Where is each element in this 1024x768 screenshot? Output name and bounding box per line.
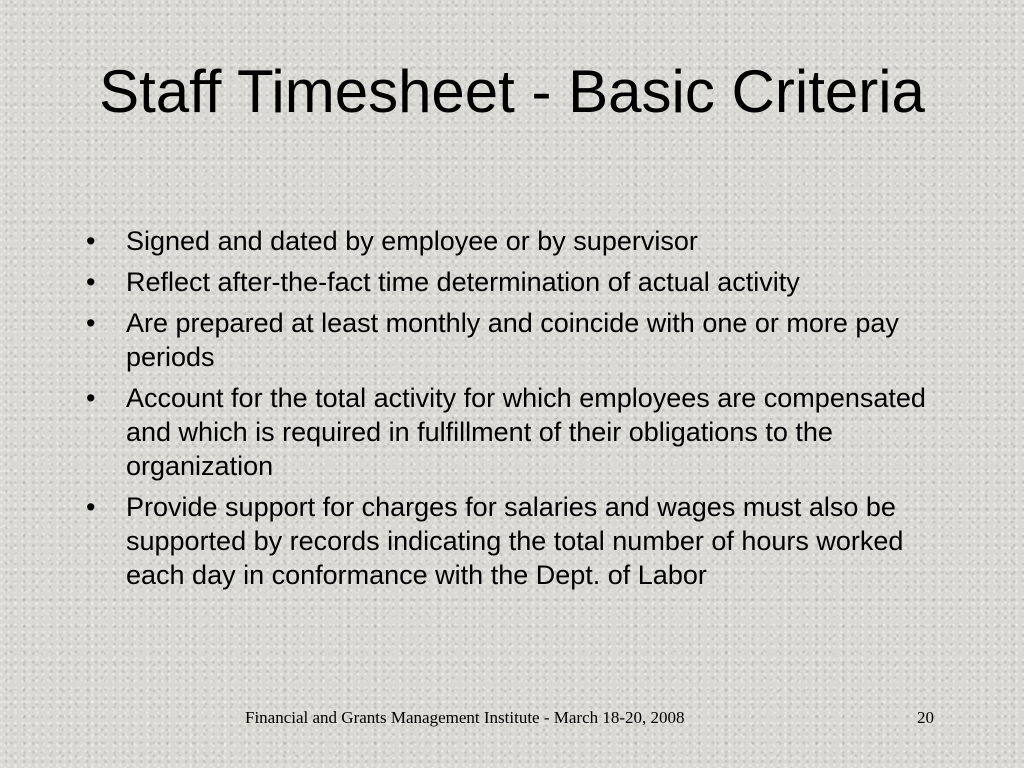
slide-title: Staff Timesheet - Basic Criteria [99,58,925,125]
list-item [86,490,926,592]
page-number: 20 [917,708,934,727]
list-item [86,306,926,374]
bullet-icon: • [86,226,96,256]
bullet-icon: • [86,267,96,297]
bullet-icon: • [86,383,96,413]
footer-text: Financial and Grants Management Institute - March 18-20, 2008 [245,708,685,727]
bullet-text: Are prepared at least monthly and coincide with one or more pay periods [126,308,899,372]
bullet-icon: • [86,492,96,522]
list-item [86,381,926,483]
list-item [86,265,926,299]
bullet-list [86,224,926,599]
bullet-text: Signed and dated by employee or by supervisor [126,226,698,256]
bullet-text: Reflect after-the-fact time determination of actual activity [126,267,800,297]
bullet-text: Account for the total activity for which employees are compensated and which is required in fulfillment of their obligations to the organization [126,383,926,481]
bullet-icon: • [86,308,96,338]
list-item [86,224,926,258]
bullet-text: Provide support for charges for salaries and wages must also be supported by records indicating the total number of hours worked each day in conformance with the Dept. of Labor [126,492,904,590]
